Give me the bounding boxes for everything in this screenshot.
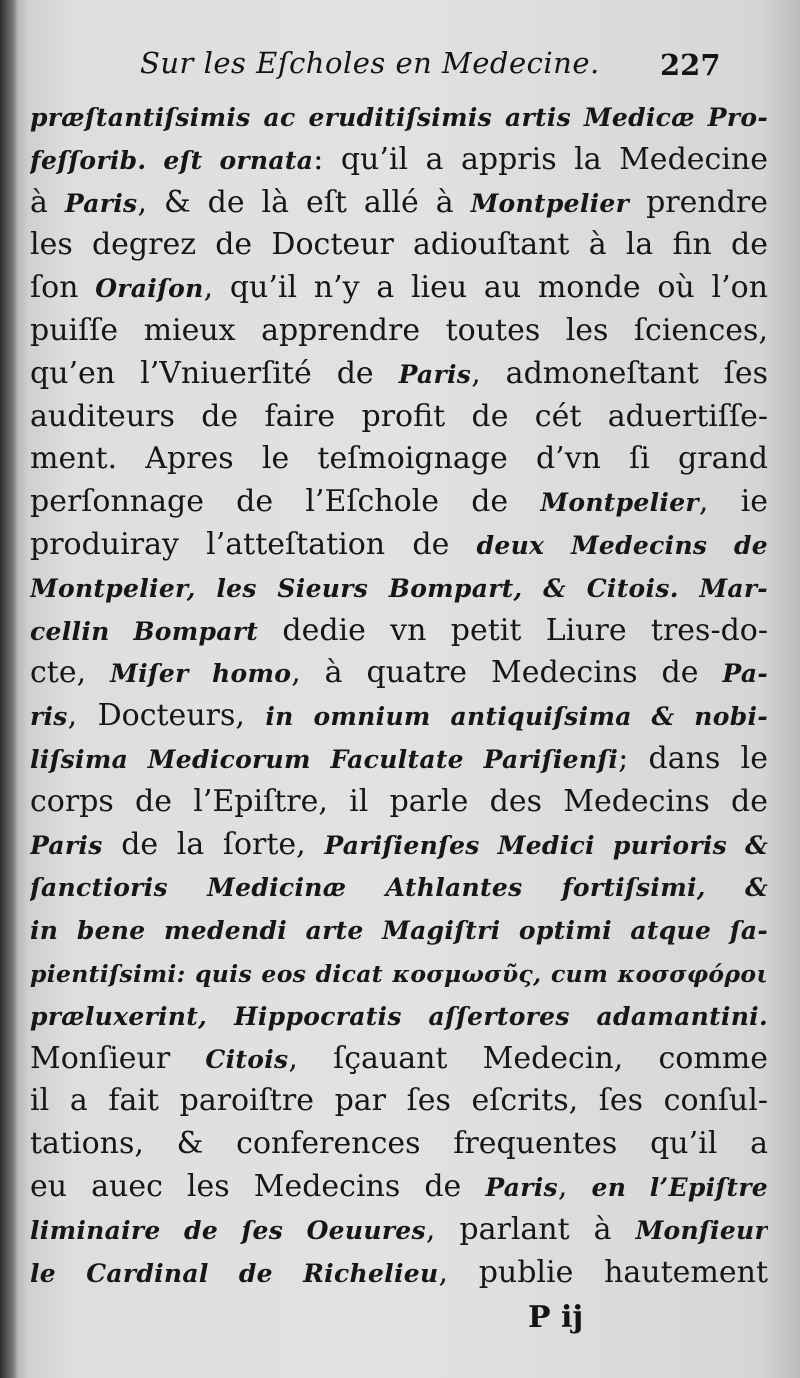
text-segment: , ſçauant Medecin, comme [288,1040,768,1076]
page-number: 227 [660,48,721,82]
italic-text-segment: Pariſienſes Medici purioris & [324,830,768,860]
italic-text-segment: Montpelier [470,188,630,218]
italic-text-segment: Paris [30,830,103,860]
body-text [30,96,768,1294]
text-segment: , ie [698,484,768,520]
text-line [30,1166,768,1209]
italic-text-segment: in omnium antiquiſsima & nobi- [265,702,768,732]
text-segment: eu auec les Medecins de [30,1168,486,1204]
text-line [30,96,768,139]
italic-text-segment: en l’Epiſtre [591,1172,768,1202]
italic-text-segment: Paris [485,1172,558,1202]
text-line [30,824,768,867]
italic-text-segment: Miſer homo [110,659,292,689]
text-line [30,695,768,738]
text-line [30,438,768,481]
text-segment: , & de là eſt allé à [137,184,471,220]
text-line [30,1123,768,1166]
text-line [30,567,768,610]
text-line [30,1038,768,1081]
text-line [30,1252,768,1295]
italic-text-segment: Paris [398,359,472,389]
text-segment: , publie hautement [438,1254,768,1290]
italic-text-segment: Paris [64,188,138,218]
text-line [30,781,768,824]
text-line [30,182,768,225]
italic-text-segment: præluxerint, Hippocratis aſſertores adamantini. [30,1001,768,1031]
italic-text-segment: deux Medecins de [476,530,768,560]
text-segment: perſonnage de l’Eſchole de [30,484,541,520]
italic-text-segment: Citois [205,1044,289,1074]
text-line [30,952,768,995]
text-line [30,139,768,182]
text-line [30,396,768,439]
running-title: Sur les Eſcholes en Medecine. [140,46,600,80]
italic-text-segment: ſanctioris Medicinæ Athlantes fortiſsimi, & [30,873,768,903]
text-segment: ment. Apres le teſmoignage d’vn ſi grand [30,441,768,477]
text-segment: auditeurs de faire profit de cét aduertiſſe- [30,398,768,434]
text-segment: , parlant à [425,1211,636,1247]
text-segment: , à quatre Medecins de [291,655,723,691]
text-line [30,1209,768,1252]
italic-text-segment: le Cardinal de Richelieu [30,1258,439,1288]
text-line [30,610,768,653]
text-line [30,995,768,1038]
italic-text-segment: Montpelier, les Sieurs Bompart, & Citois. Mar- [30,573,768,603]
italic-text-segment: præſtantiſsimis ac eruditiſsimis artis Medicæ Pro- [30,103,768,132]
text-segment: , qu’il n’y a lieu au monde où l’on [203,270,768,306]
text-line [30,524,768,567]
italic-text-segment: Pa- [722,659,768,689]
text-segment: puiſſe mieux apprendre toutes les ſciences, [30,312,768,348]
text-line [30,267,768,310]
text-segment: : qu’il a appris la Medecine [313,141,768,177]
text-line [30,353,768,396]
text-segment: tations, & conferences frequentes qu’il a [30,1126,768,1162]
text-line [30,310,768,353]
text-segment: il a fait paroiſtre par ſes eſcrits, ſes conſul- [30,1083,768,1119]
text-segment: les degrez de Docteur adiouſtant à la fin de [30,227,768,263]
italic-text-segment: cellin Bompart [30,616,259,646]
text-segment: à [30,184,65,220]
text-line [30,1080,768,1123]
page-header [0,46,800,90]
text-segment: ; dans le [618,740,768,776]
text-line [30,652,768,695]
italic-text-segment: ris [30,702,68,732]
text-line [30,909,768,952]
text-segment: prendre [629,184,768,220]
text-line [30,738,768,781]
italic-text-segment: Oraiſon [95,274,204,304]
text-segment: , [557,1168,592,1204]
text-segment: qu’en l’Vniuerſité de [30,355,399,391]
text-segment: produiray l’atteſtation de [30,526,477,562]
text-segment: , admoneſtant ſes [471,355,768,391]
text-line [30,481,768,524]
italic-text-segment: feſſorib. eſt ornata [30,145,314,175]
text-line [30,224,768,267]
text-segment: , Docteurs, [67,698,266,734]
page-gutter-shadow [0,0,18,1378]
italic-text-segment: in bene medendi arte Magiſtri optimi atque ſa- [30,916,768,946]
italic-text-segment: Monſieur [635,1215,768,1245]
signature-mark: P ij [528,1300,584,1335]
italic-text-segment: liſsima Medicorum Facultate Pariſienſi [30,744,619,774]
text-segment: dedie vn petit Liure tres-do- [258,612,768,648]
text-segment: Monſieur [30,1040,206,1076]
text-segment: de la ſorte, [102,826,325,862]
italic-text-segment: pientiſsimi: quis eos dicat κοσμωσῦς, cum κοσσφόροι [30,959,768,988]
text-segment: corps de l’Epiſtre, il parle des Medecins de [30,783,768,819]
text-segment: cte, [30,655,111,691]
text-line [30,866,768,909]
italic-text-segment: liminaire de ſes Oeuures [30,1215,426,1245]
italic-text-segment: Montpelier [540,488,699,518]
text-segment: ſon [30,270,96,306]
